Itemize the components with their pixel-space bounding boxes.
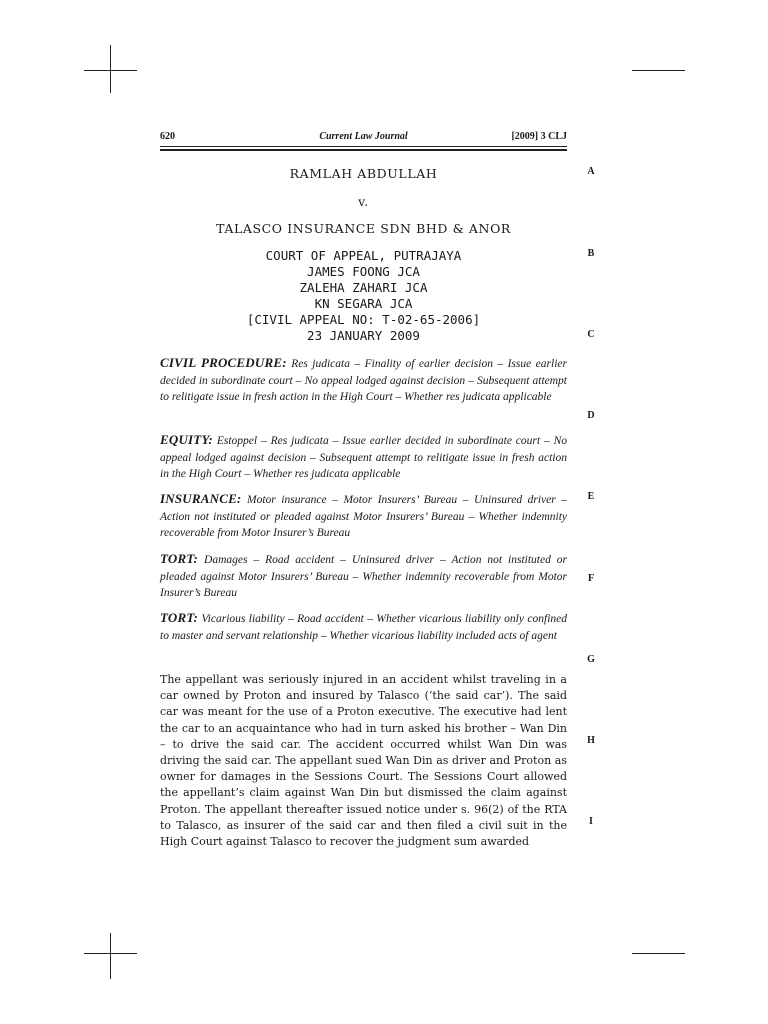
catchword-text: Vicarious liability – Road accident – Whether vicarious liability only confined to master and servant relationship – Whether vicarious liability included acts of agent	[160, 613, 567, 642]
judge-2: ZALEHA ZAHARI JCA	[299, 280, 428, 295]
margin-letter-e: E	[587, 491, 595, 502]
margin-letter-b: B	[587, 248, 595, 259]
crop-mark-top-right	[632, 70, 685, 71]
citation: [2009] 3 CLJ	[511, 131, 567, 142]
catchword-insurance	[160, 491, 567, 542]
catchword-civil-procedure	[160, 355, 567, 406]
court-details	[160, 248, 567, 344]
catchword-text: Res judicata – Finality of earlier decision – Issue earlier decided in subordinate court – No appeal lodged against decision – Subsequent attempt to relitigate issue in fresh action in the High Court – Whether res judicata applicable	[160, 358, 567, 403]
catchword-text: Damages – Road accident – Uninsured driver – Action not instituted or pleaded against Motor Insurers’ Bureau – Whether indemnity recoverable from Motor Insurer’s Bureau	[160, 554, 567, 599]
journal-name: Current Law Journal	[319, 131, 408, 142]
plaintiff-name: RAMLAH ABDULLAH	[289, 166, 438, 181]
crop-mark-bottom-right	[632, 953, 685, 954]
crop-mark-bottom-left-v	[110, 933, 111, 979]
margin-letter-g: G	[587, 654, 595, 665]
margin-letter-c: C	[587, 329, 595, 340]
judgment-date: 23 JANUARY 2009	[307, 328, 420, 343]
margin-letter-d: D	[587, 410, 595, 421]
judge-1: JAMES FOONG JCA	[307, 264, 420, 279]
crop-mark-top-left-v	[110, 45, 111, 93]
page-number: 620	[160, 131, 175, 142]
catchword-text: Motor insurance – Motor Insurers’ Bureau – Uninsured driver – Action not instituted or pleaded against Motor Insurers’ Bureau – Whether indemnity recoverable from Motor Insurer’s Bureau	[160, 494, 567, 539]
judge-3: KN SEGARA JCA	[314, 296, 413, 311]
catchword-heading: TORT:	[160, 551, 199, 566]
catchword-equity	[160, 432, 567, 483]
catchword-tort-damages	[160, 551, 567, 602]
catchword-heading: CIVIL PROCEDURE:	[160, 355, 287, 370]
header-rule-thin	[160, 146, 567, 147]
margin-letter-i: I	[589, 816, 593, 827]
running-header	[160, 131, 567, 145]
catchword-heading: INSURANCE:	[160, 491, 242, 506]
versus: v.	[358, 194, 369, 209]
margin-letter-h: H	[587, 735, 595, 746]
catchword-text: Estoppel – Res judicata – Issue earlier decided in subordinate court – No appeal lodged against decision – Subsequent attempt to relitigate issue in fresh action in the High Court – Whether res judicata applicable	[160, 435, 568, 480]
defendant-name: TALASCO INSURANCE SDN BHD & ANOR	[216, 221, 511, 236]
catchword-tort-vicarious	[160, 610, 567, 644]
court-name: COURT OF APPEAL, PUTRAJAYA	[265, 248, 462, 263]
catchword-heading: EQUITY:	[160, 432, 213, 447]
header-rule-thick	[160, 149, 567, 151]
headnote-paragraph: The appellant was seriously injured in an accident whilst traveling in a car owned by Proton and insured by Talasco (‘the said car’). The said car was meant for the use of a Proton executive. The executive had lent the car to an acquaintance who had in turn asked his brother – Wan Din – to drive the said car. The accident occurred whilst Wan Din was driving the said car. The appellant sued Wan Din as driver and Proton as owner for damages in the Sessions Court. The Sessions Court allowed the appellant’s claim against Wan Din but dismissed the claim against Proton. The appellant thereafter issued notice under s. 96(2) of the RTA to Talasco, as insurer of the said car and then filed a civil suit in the High Court against Talasco to recover the judgment sum awarded	[160, 673, 567, 849]
margin-letter-f: F	[587, 573, 595, 584]
appeal-number: [CIVIL APPEAL NO: T-02-65-2006]	[246, 312, 481, 327]
catchword-heading: TORT:	[160, 610, 199, 625]
margin-letter-a: A	[587, 166, 595, 177]
